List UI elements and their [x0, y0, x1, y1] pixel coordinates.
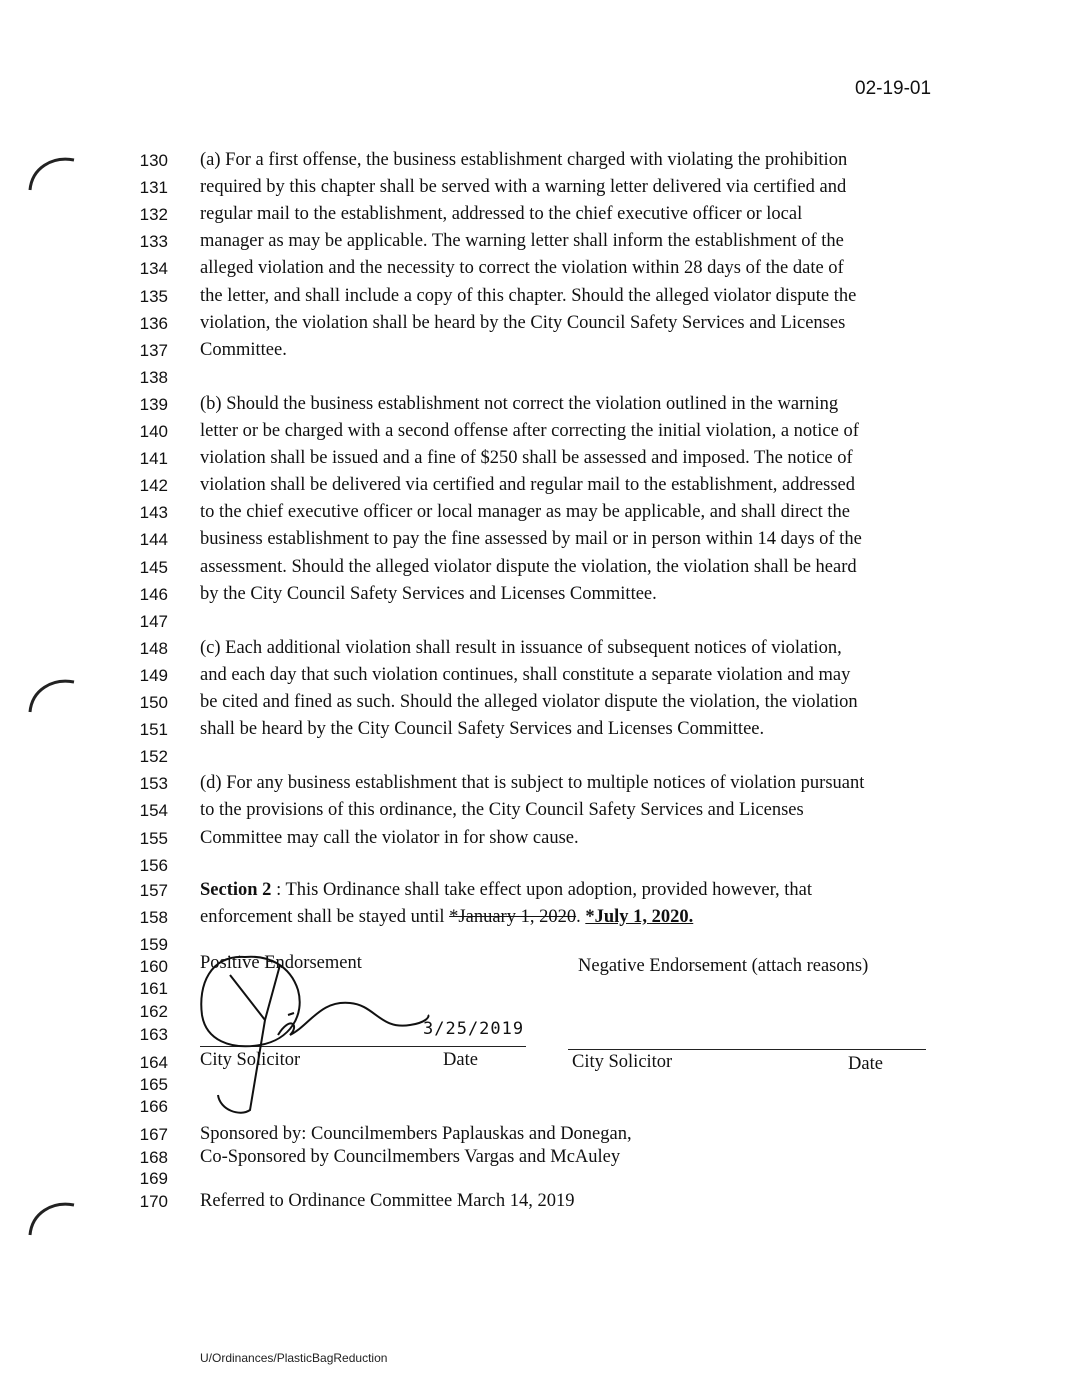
- line-number: 168: [139, 1148, 168, 1167]
- line-number: 160: [139, 957, 168, 976]
- line-number: 159: [139, 935, 168, 954]
- line-number: 151: [139, 720, 168, 740]
- line-text: required by this chapter shall be served with a warning letter delivered via certified and: [200, 177, 847, 198]
- footer-file-path: U/Ordinances/PlasticBagReduction: [200, 1351, 388, 1365]
- line-number: 139: [139, 394, 168, 414]
- line-text: (b) Should the business establishment not correct the violation outlined in the warning: [200, 393, 839, 414]
- negative-endorsement-label: Negative Endorsement (attach reasons): [578, 956, 869, 976]
- punch-hole-mark-icon: [22, 1195, 82, 1245]
- line-number: 131: [139, 178, 168, 198]
- line-text: to the chief executive officer or local manager as may be applicable, and shall direct the: [200, 502, 850, 523]
- line-text: by the City Council Safety Services and Licenses Committee.: [200, 583, 657, 604]
- line-number: 134: [139, 259, 168, 279]
- line-number: 144: [139, 530, 168, 550]
- line-text: assessment. Should the alleged violator dispute the violation, the violation shall be heard: [200, 556, 857, 577]
- line-text: letter or be charged with a second offense after correcting the initial violation, a notice of: [200, 421, 859, 441]
- punctuation: .: [576, 907, 586, 927]
- line-text: alleged violation and the necessity to correct the violation within 28 days of the date of: [200, 258, 844, 279]
- line-number: 153: [139, 774, 168, 794]
- line-number: 161: [139, 979, 168, 998]
- date-label-left: Date: [443, 1050, 478, 1070]
- struck-date: *January 1, 2020: [449, 907, 577, 927]
- line-number: 167: [139, 1125, 168, 1144]
- date-label-right: Date: [848, 1054, 883, 1074]
- section-2-label: Section 2: [200, 880, 272, 900]
- co-sponsored-by: Co-Sponsored by Councilmembers Vargas and McAuley: [200, 1147, 621, 1167]
- handwritten-date: 3/25/2019: [423, 1019, 525, 1039]
- line-text: shall be heard by the City Council Safety Services and Licenses Committee.: [200, 719, 765, 740]
- line-number: 138: [139, 367, 168, 387]
- punch-hole-mark-icon: [22, 150, 82, 200]
- line-text: and each day that such violation continues, shall constitute a separate violation and may: [200, 664, 851, 685]
- line-text: (a) For a first offense, the business establishment charged with violating the prohibition: [200, 150, 848, 170]
- line-number: 155: [139, 828, 168, 848]
- line-number: 149: [139, 665, 168, 685]
- line-number: 164: [139, 1053, 168, 1072]
- line-number: 142: [139, 476, 168, 496]
- line-number: 147: [139, 611, 168, 631]
- line-text: violation shall be issued and a fine of $250 shall be assessed and imposed. The notice of: [200, 448, 853, 469]
- stay-text: enforcement shall be stayed until: [200, 907, 450, 927]
- line-number: 136: [139, 313, 168, 333]
- line-number: 166: [139, 1097, 168, 1116]
- signature-line-right: [568, 1049, 926, 1050]
- new-effective-date: *July 1, 2020.: [585, 907, 694, 927]
- line-text: be cited and fined as such. Should the alleged violator dispute the violation, the violation: [200, 692, 858, 712]
- line-number: 130: [139, 151, 168, 170]
- line-number: 170: [139, 1192, 168, 1211]
- line-text: violation shall be delivered via certified and regular mail to the establishment, addressed: [200, 475, 855, 496]
- line-number: 135: [139, 286, 168, 306]
- line-number: 157: [139, 881, 168, 900]
- line-number: 163: [139, 1025, 168, 1044]
- line-text: manager as may be applicable. The warning letter shall inform the establishment of the: [200, 231, 844, 252]
- line-number: 132: [139, 205, 168, 225]
- line-text: Committee.: [200, 339, 287, 360]
- line-number: 154: [139, 801, 168, 821]
- line-text: (c) Each additional violation shall result in issuance of subsequent notices of violation,: [200, 637, 842, 658]
- line-text: regular mail to the establishment, addressed to the chief executive officer or local: [200, 204, 803, 225]
- line-number: 156: [139, 855, 168, 875]
- line-number: 169: [139, 1169, 168, 1188]
- positive-endorsement-label: Positive Endorsement: [200, 953, 362, 973]
- line-text: violation, the violation shall be heard by the City Council Safety Services and Licenses: [200, 312, 846, 333]
- line-text: (d) For any business establishment that is subject to multiple notices of violation pursuant: [200, 773, 865, 794]
- line-text: Committee may call the violator in for show cause.: [200, 827, 579, 848]
- signature-line-left: [200, 1046, 526, 1047]
- line-number: 133: [139, 232, 168, 252]
- line-number: 162: [139, 1002, 168, 1021]
- section-2-text: : This Ordinance shall take effect upon adoption, provided however, that: [271, 880, 813, 900]
- line-number: 140: [139, 422, 168, 441]
- line-number: 145: [139, 557, 168, 577]
- city-solicitor-label-right: City Solicitor: [572, 1052, 673, 1072]
- line-text: business establishment to pay the fine assessed by mail or in person within 14 days of the: [200, 529, 862, 550]
- line-number: 143: [139, 503, 168, 523]
- line-number: 148: [139, 638, 168, 658]
- line-number: 146: [139, 584, 168, 604]
- line-number: 165: [139, 1075, 168, 1094]
- line-number: 141: [139, 449, 168, 469]
- line-text: the letter, and shall include a copy of this chapter. Should the alleged violator dispute the: [200, 285, 857, 306]
- city-solicitor-label-left: City Solicitor: [200, 1050, 301, 1070]
- sponsored-by: Sponsored by: Councilmembers Paplauskas and Donegan,: [200, 1124, 632, 1144]
- line-number: 158: [139, 908, 168, 927]
- line-number: 150: [139, 693, 168, 712]
- line-text: to the provisions of this ordinance, the City Council Safety Services and Licenses: [200, 800, 804, 821]
- line-number: 152: [139, 747, 168, 767]
- punch-hole-mark-icon: [22, 672, 82, 722]
- document-id: 02-19-01: [855, 78, 932, 99]
- line-number: 137: [139, 340, 168, 360]
- referral-text: Referred to Ordinance Committee March 14, 2019: [200, 1191, 575, 1211]
